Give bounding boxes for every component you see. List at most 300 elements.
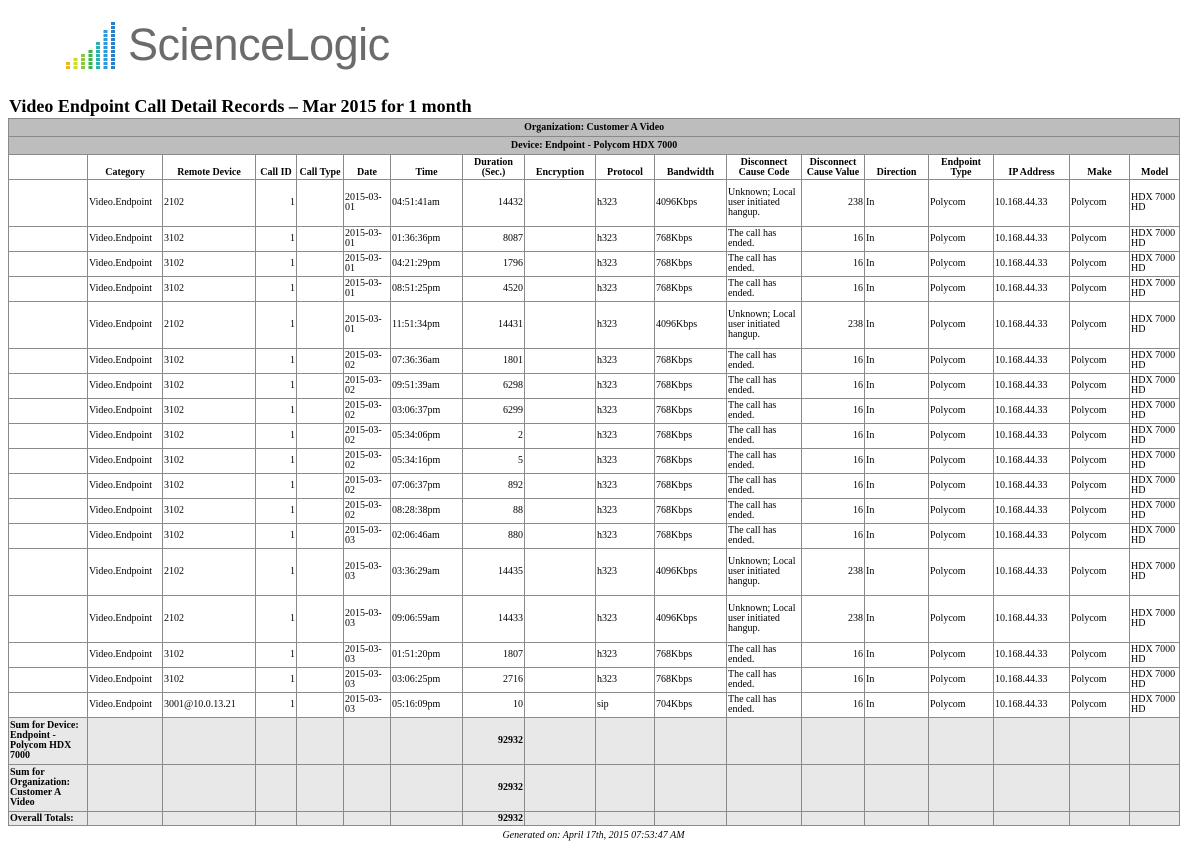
table-cell: Polycom [929,277,994,302]
table-cell: 1 [256,349,297,374]
table-cell: 14431 [463,302,525,349]
logo-bar [104,66,108,69]
logo-bar [89,58,93,61]
table-cell: h323 [596,668,655,693]
logo-bar [111,30,115,33]
summary-empty-cell [163,718,256,765]
table-cell: 2015-03-02 [344,374,391,399]
table-cell: 2015-03-01 [344,180,391,227]
summary-empty-cell [525,718,596,765]
table-cell [9,349,88,374]
table-cell: Unknown; Local user initiated hangup. [727,180,802,227]
logo-bar [74,62,78,65]
table-row [9,252,1180,277]
table-cell: Video.Endpoint [88,349,163,374]
table-cell: 14433 [463,596,525,643]
summary-empty-cell [994,812,1070,826]
table-cell [525,668,596,693]
logo-bar [104,62,108,65]
table-cell: 10 [463,693,525,718]
table-cell: 880 [463,524,525,549]
logo-bar [111,58,115,61]
column-header: Direction [865,155,929,180]
table-cell: The call has ended. [727,277,802,302]
table-cell: Video.Endpoint [88,180,163,227]
table-cell: HDX 7000 HD [1130,524,1180,549]
summary-empty-cell [802,718,865,765]
logo-bar [111,26,115,29]
table-row [9,302,1180,349]
table-cell: 1 [256,693,297,718]
column-header: Call Type [297,155,344,180]
summary-empty-cell [256,812,297,826]
table-cell [9,302,88,349]
table-cell [525,643,596,668]
logo-bar [66,66,70,69]
table-cell: 16 [802,449,865,474]
logo-bar [96,50,100,53]
table-cell: h323 [596,277,655,302]
summary-empty-cell [391,812,463,826]
table-cell: 238 [802,302,865,349]
table-cell: 2015-03-01 [344,277,391,302]
logo-bar [96,54,100,57]
table-cell [297,596,344,643]
column-header: Bandwidth [655,155,727,180]
table-cell: 4096Kbps [655,302,727,349]
sciencelogic-logo [64,12,390,76]
column-header: Encryption [525,155,596,180]
summary-empty-cell [256,765,297,812]
table-cell: 1 [256,596,297,643]
table-cell: Video.Endpoint [88,277,163,302]
table-cell: 2102 [163,180,256,227]
table-cell [525,374,596,399]
table-cell: 10.168.44.33 [994,643,1070,668]
table-cell: Video.Endpoint [88,399,163,424]
summary-empty-cell [727,718,802,765]
summary-empty-cell [1130,765,1180,812]
summary-empty-cell [929,812,994,826]
table-cell: 6298 [463,374,525,399]
table-row [9,374,1180,399]
table-cell: 04:21:29pm [391,252,463,277]
table-cell: 2015-03-03 [344,693,391,718]
table-cell: 10.168.44.33 [994,693,1070,718]
table-cell: 10.168.44.33 [994,499,1070,524]
table-cell: The call has ended. [727,524,802,549]
table-cell: 2015-03-01 [344,227,391,252]
table-cell: 16 [802,374,865,399]
organization-header: Organization: Customer A Video [9,119,1180,137]
table-cell: 768Kbps [655,277,727,302]
table-cell [9,668,88,693]
table-cell: 3102 [163,374,256,399]
table-cell: 1 [256,277,297,302]
logo-bar [96,46,100,49]
table-cell: 2015-03-02 [344,449,391,474]
table-cell: 3102 [163,449,256,474]
table-cell: Polycom [929,424,994,449]
table-cell: h323 [596,349,655,374]
table-cell [9,499,88,524]
table-cell: 03:06:25pm [391,668,463,693]
table-cell: 3102 [163,349,256,374]
table-cell: 3102 [163,399,256,424]
table-cell: 10.168.44.33 [994,668,1070,693]
table-cell: Video.Endpoint [88,524,163,549]
column-header: Category [88,155,163,180]
table-cell: In [865,374,929,399]
table-cell: Polycom [1070,693,1130,718]
logo-bar [89,66,93,69]
table-cell: Polycom [929,449,994,474]
table-cell [297,399,344,424]
table-cell: 08:51:25pm [391,277,463,302]
table-cell: In [865,596,929,643]
table-cell: Polycom [1070,474,1130,499]
table-cell: 10.168.44.33 [994,277,1070,302]
table-cell: Polycom [1070,180,1130,227]
table-cell: In [865,549,929,596]
summary-duration: 92932 [463,765,525,812]
table-cell [9,424,88,449]
table-cell: 238 [802,180,865,227]
table-cell: Polycom [1070,596,1130,643]
table-cell: The call has ended. [727,349,802,374]
table-cell [297,302,344,349]
table-cell [525,277,596,302]
table-cell: 3102 [163,424,256,449]
table-cell: 16 [802,277,865,302]
column-header: Disconnect Cause Code [727,155,802,180]
table-cell: In [865,424,929,449]
table-cell [9,180,88,227]
table-cell: 768Kbps [655,643,727,668]
table-cell: 10.168.44.33 [994,252,1070,277]
table-cell: 10.168.44.33 [994,596,1070,643]
table-cell: 03:36:29am [391,549,463,596]
table-cell [9,693,88,718]
table-cell: HDX 7000 HD [1130,474,1180,499]
summary-empty-cell [391,718,463,765]
table-cell: 88 [463,499,525,524]
table-cell: Polycom [1070,449,1130,474]
table-cell: 1807 [463,643,525,668]
table-cell: 704Kbps [655,693,727,718]
column-header: Protocol [596,155,655,180]
summary-empty-cell [865,718,929,765]
table-cell [297,524,344,549]
table-cell: 10.168.44.33 [994,474,1070,499]
table-cell: 3102 [163,499,256,524]
column-header: Disconnect Cause Value [802,155,865,180]
table-cell: Polycom [1070,424,1130,449]
call-detail-table [8,118,1180,826]
summary-duration: 92932 [463,718,525,765]
logo-bar [96,42,100,45]
table-cell: In [865,499,929,524]
table-cell [525,596,596,643]
table-row [9,399,1180,424]
table-cell: HDX 7000 HD [1130,424,1180,449]
table-cell: Polycom [929,643,994,668]
table-cell: Polycom [1070,227,1130,252]
summary-empty-cell [655,765,727,812]
table-cell: Polycom [929,499,994,524]
table-cell: The call has ended. [727,668,802,693]
table-cell: Polycom [929,474,994,499]
table-cell: Polycom [929,252,994,277]
table-cell [9,524,88,549]
column-header [9,155,88,180]
table-cell: Polycom [1070,252,1130,277]
table-cell: In [865,180,929,227]
table-row [9,424,1180,449]
table-cell [9,399,88,424]
table-cell: 768Kbps [655,499,727,524]
table-cell: 16 [802,424,865,449]
table-cell: Polycom [929,227,994,252]
table-cell: 08:28:38pm [391,499,463,524]
table-cell: 01:36:36pm [391,227,463,252]
generated-on: Generated on: April 17th, 2015 07:53:47 AM [502,830,685,841]
column-header: IP Address [994,155,1070,180]
table-cell: 01:51:20pm [391,643,463,668]
summary-empty-cell [163,812,256,826]
summary-empty-cell [1070,718,1130,765]
table-cell [525,549,596,596]
table-cell: Polycom [1070,643,1130,668]
logo-bar [104,46,108,49]
table-cell: Video.Endpoint [88,252,163,277]
table-cell: In [865,252,929,277]
table-cell [297,252,344,277]
table-cell: Video.Endpoint [88,668,163,693]
column-header: Remote Device [163,155,256,180]
table-cell: 16 [802,349,865,374]
table-cell: 10.168.44.33 [994,374,1070,399]
table-cell [525,227,596,252]
table-cell: In [865,524,929,549]
table-cell [297,693,344,718]
table-cell: 16 [802,524,865,549]
table-cell [525,693,596,718]
summary-empty-cell [297,718,344,765]
table-cell: 768Kbps [655,524,727,549]
column-header: Endpoint Type [929,155,994,180]
logo-bar [104,58,108,61]
table-cell: 3102 [163,252,256,277]
table-cell: 16 [802,693,865,718]
table-cell: 1801 [463,349,525,374]
table-cell: In [865,643,929,668]
table-cell: Polycom [929,374,994,399]
table-row [9,596,1180,643]
summary-empty-cell [994,718,1070,765]
table-row [9,693,1180,718]
summary-empty-cell [88,765,163,812]
table-cell: 1 [256,374,297,399]
summary-empty-cell [1070,812,1130,826]
table-cell: Video.Endpoint [88,643,163,668]
column-header-row [9,155,1180,180]
table-cell: 04:51:41am [391,180,463,227]
table-cell: 3102 [163,668,256,693]
logo-bar [66,62,70,65]
brand-name: ScienceLogic [128,18,390,70]
table-row [9,524,1180,549]
table-cell: 2015-03-03 [344,643,391,668]
table-cell: 16 [802,643,865,668]
table-cell: In [865,399,929,424]
table-cell [9,643,88,668]
table-row [9,668,1180,693]
table-cell: In [865,349,929,374]
table-cell: 1 [256,474,297,499]
report-title: Video Endpoint Call Detail Records – Mar 2015 for 1 month [9,96,472,116]
table-cell: 1 [256,549,297,596]
table-cell: Polycom [1070,524,1130,549]
table-cell: 2015-03-02 [344,499,391,524]
column-header: Date [344,155,391,180]
table-cell: HDX 7000 HD [1130,693,1180,718]
summary-empty-cell [596,812,655,826]
table-cell: In [865,668,929,693]
table-cell: 02:06:46am [391,524,463,549]
table-cell: 10.168.44.33 [994,349,1070,374]
logo-bar [111,50,115,53]
table-cell: 05:34:06pm [391,424,463,449]
table-cell: Polycom [929,399,994,424]
table-cell: h323 [596,252,655,277]
table-cell: Video.Endpoint [88,499,163,524]
overall-totals-row [9,812,1180,826]
table-cell: 768Kbps [655,252,727,277]
table-cell: 10.168.44.33 [994,399,1070,424]
table-cell: Unknown; Local user initiated hangup. [727,302,802,349]
table-cell: 10.168.44.33 [994,302,1070,349]
summary-empty-cell [163,765,256,812]
summary-empty-cell [802,765,865,812]
summary-empty-cell [1130,718,1180,765]
table-cell: 10.168.44.33 [994,524,1070,549]
table-cell: 2015-03-01 [344,302,391,349]
table-cell: h323 [596,302,655,349]
table-cell: 8087 [463,227,525,252]
table-cell: The call has ended. [727,374,802,399]
summary-empty-cell [1130,812,1180,826]
table-cell: 1 [256,499,297,524]
logo-bar [96,58,100,61]
table-cell: Polycom [929,302,994,349]
table-cell: 16 [802,499,865,524]
table-cell [297,349,344,374]
table-cell [297,449,344,474]
table-cell: 11:51:34pm [391,302,463,349]
table-row [9,499,1180,524]
table-cell: 3102 [163,227,256,252]
table-cell: 3001@10.0.13.21 [163,693,256,718]
logo-bar [81,58,85,61]
logo-bar [89,54,93,57]
table-cell: h323 [596,399,655,424]
summary-empty-cell [655,718,727,765]
table-cell [525,399,596,424]
table-cell: The call has ended. [727,474,802,499]
column-header: Make [1070,155,1130,180]
table-cell: 16 [802,227,865,252]
table-cell: HDX 7000 HD [1130,668,1180,693]
device-header: Device: Endpoint - Polycom HDX 7000 [9,137,1180,155]
logo-bar [104,38,108,41]
summary-empty-cell [929,765,994,812]
table-cell: h323 [596,549,655,596]
table-cell: Polycom [1070,374,1130,399]
table-cell [9,549,88,596]
table-cell: Polycom [929,668,994,693]
summary-empty-cell [929,718,994,765]
table-cell: 07:36:36am [391,349,463,374]
table-cell: Video.Endpoint [88,596,163,643]
table-row [9,549,1180,596]
logo-bar [111,66,115,69]
summary-empty-cell [525,812,596,826]
table-cell: 2015-03-02 [344,424,391,449]
table-cell: 768Kbps [655,349,727,374]
table-cell: 3102 [163,643,256,668]
table-cell: Polycom [929,596,994,643]
table-cell [525,349,596,374]
table-cell: 1 [256,524,297,549]
logo-bar [81,66,85,69]
table-cell [525,424,596,449]
table-cell: 4520 [463,277,525,302]
summary-row [9,765,1180,812]
table-cell: 16 [802,668,865,693]
table-cell: Polycom [929,349,994,374]
table-cell [525,252,596,277]
table-cell: Polycom [1070,499,1130,524]
logo-bar [89,62,93,65]
table-cell: Polycom [1070,349,1130,374]
table-cell: HDX 7000 HD [1130,349,1180,374]
table-cell [297,374,344,399]
table-cell: 14435 [463,549,525,596]
table-cell: Video.Endpoint [88,549,163,596]
table-cell: h323 [596,424,655,449]
table-cell: HDX 7000 HD [1130,499,1180,524]
table-cell: 1796 [463,252,525,277]
table-cell [525,474,596,499]
table-cell: 768Kbps [655,449,727,474]
table-cell: h323 [596,180,655,227]
table-row [9,349,1180,374]
summary-empty-cell [297,765,344,812]
table-cell: 2716 [463,668,525,693]
table-cell: h323 [596,449,655,474]
summary-empty-cell [344,765,391,812]
table-cell: 2102 [163,596,256,643]
table-cell: 2102 [163,302,256,349]
table-cell [297,277,344,302]
table-cell: 2015-03-03 [344,524,391,549]
column-header: Call ID [256,155,297,180]
table-cell: 4096Kbps [655,549,727,596]
table-row [9,227,1180,252]
table-cell: 16 [802,252,865,277]
logo-bar [111,34,115,37]
